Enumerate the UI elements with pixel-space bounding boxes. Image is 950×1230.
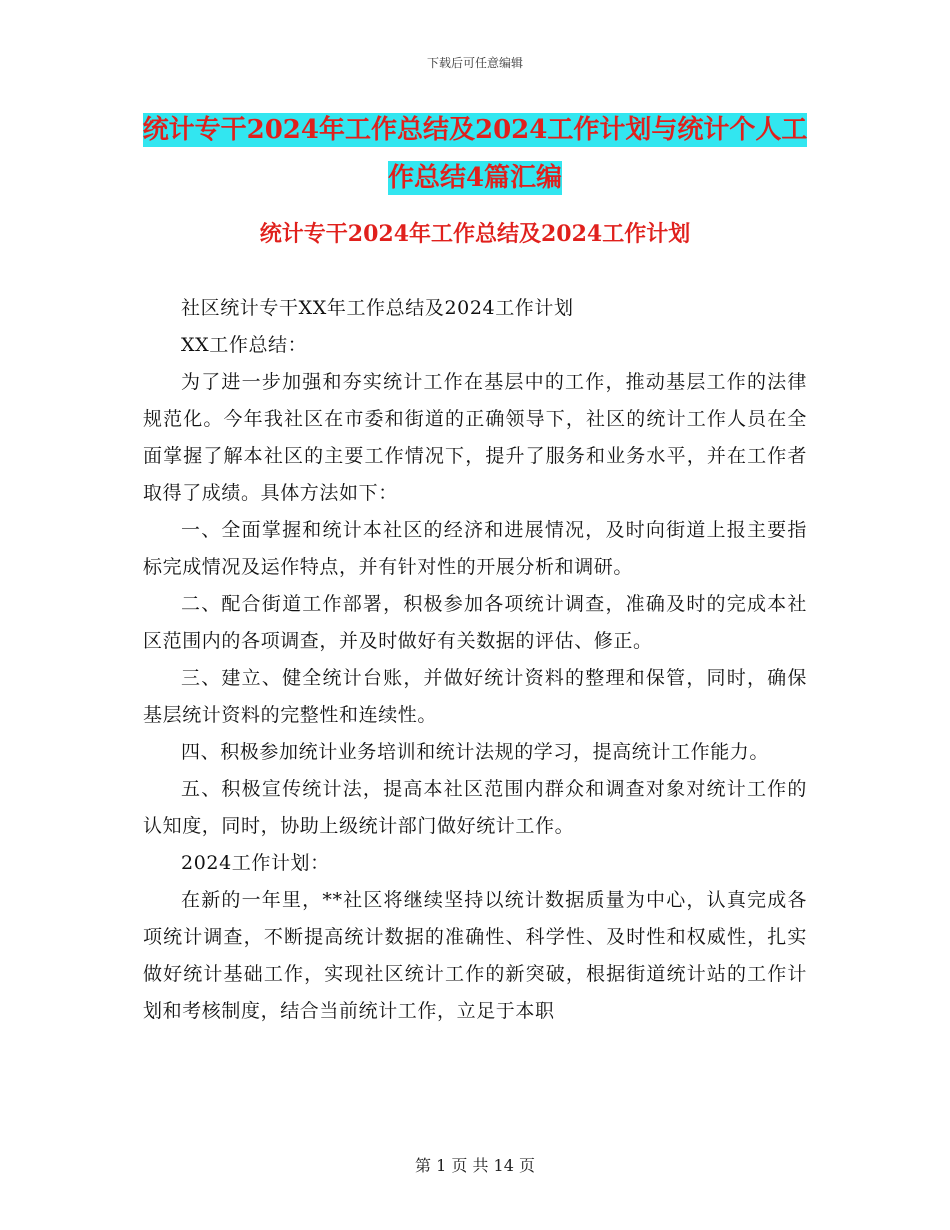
document-title-text: 统计专干2024年工作总结及2024工作计划与统计个人工作总结4篇汇编: [142, 115, 808, 193]
paragraph: 一、全面掌握和统计本社区的经济和进展情况，及时向街道上报主要指标完成情况及运作特点，并有针对性的开展分析和调研。: [143, 519, 807, 578]
paragraph: 为了进一步加强和夯实统计工作在基层中的工作，推动基层工作的法律规范化。今年我社区在市委和街道的正确领导下，社区的统计工作人员在全面掌握了解本社区的主要工作情况下，提升了服务和业务水平，并在工作者取得了成绩。具体方法如下：: [143, 371, 807, 504]
paragraph: 社区统计专干XX年工作总结及2024工作计划: [181, 297, 574, 319]
paragraph: 五、积极宣传统计法，提高本社区范围内群众和调查对象对统计工作的认知度，同时，协助上级统计部门做好统计工作。: [143, 778, 807, 837]
paragraph: XX工作总结：: [181, 334, 308, 356]
header-note: 下载后可任意编辑: [426, 56, 523, 70]
page-footer: 第 1 页 共 14 页: [415, 1156, 535, 1175]
section-title: 统计专干2024年工作总结及2024工作计划: [259, 221, 691, 247]
document-body: [143, 290, 807, 1030]
paragraph: 2024工作计划：: [181, 852, 330, 874]
paragraph: 四、积极参加统计业务培训和统计法规的学习，提高统计工作能力。: [181, 741, 770, 763]
paragraph: 三、建立、健全统计台账，并做好统计资料的整理和保管，同时，确保基层统计资料的完整性和连续性。: [143, 667, 807, 726]
document-title: [140, 106, 810, 202]
paragraph: 二、配合街道工作部署，积极参加各项统计调查，准确及时的完成本社区范围内的各项调查，并及时做好有关数据的评估、修正。: [143, 593, 807, 652]
paragraph: 在新的一年里，**社区将继续坚持以统计数据质量为中心，认真完成各项统计调查，不断提高统计数据的准确性、科学性、及时性和权威性，扎实做好统计基础工作，实现社区统计工作的新突破，根据街道统计站的工作计划和考核制度，结合当前统计工作，立足于本职: [143, 889, 807, 1022]
